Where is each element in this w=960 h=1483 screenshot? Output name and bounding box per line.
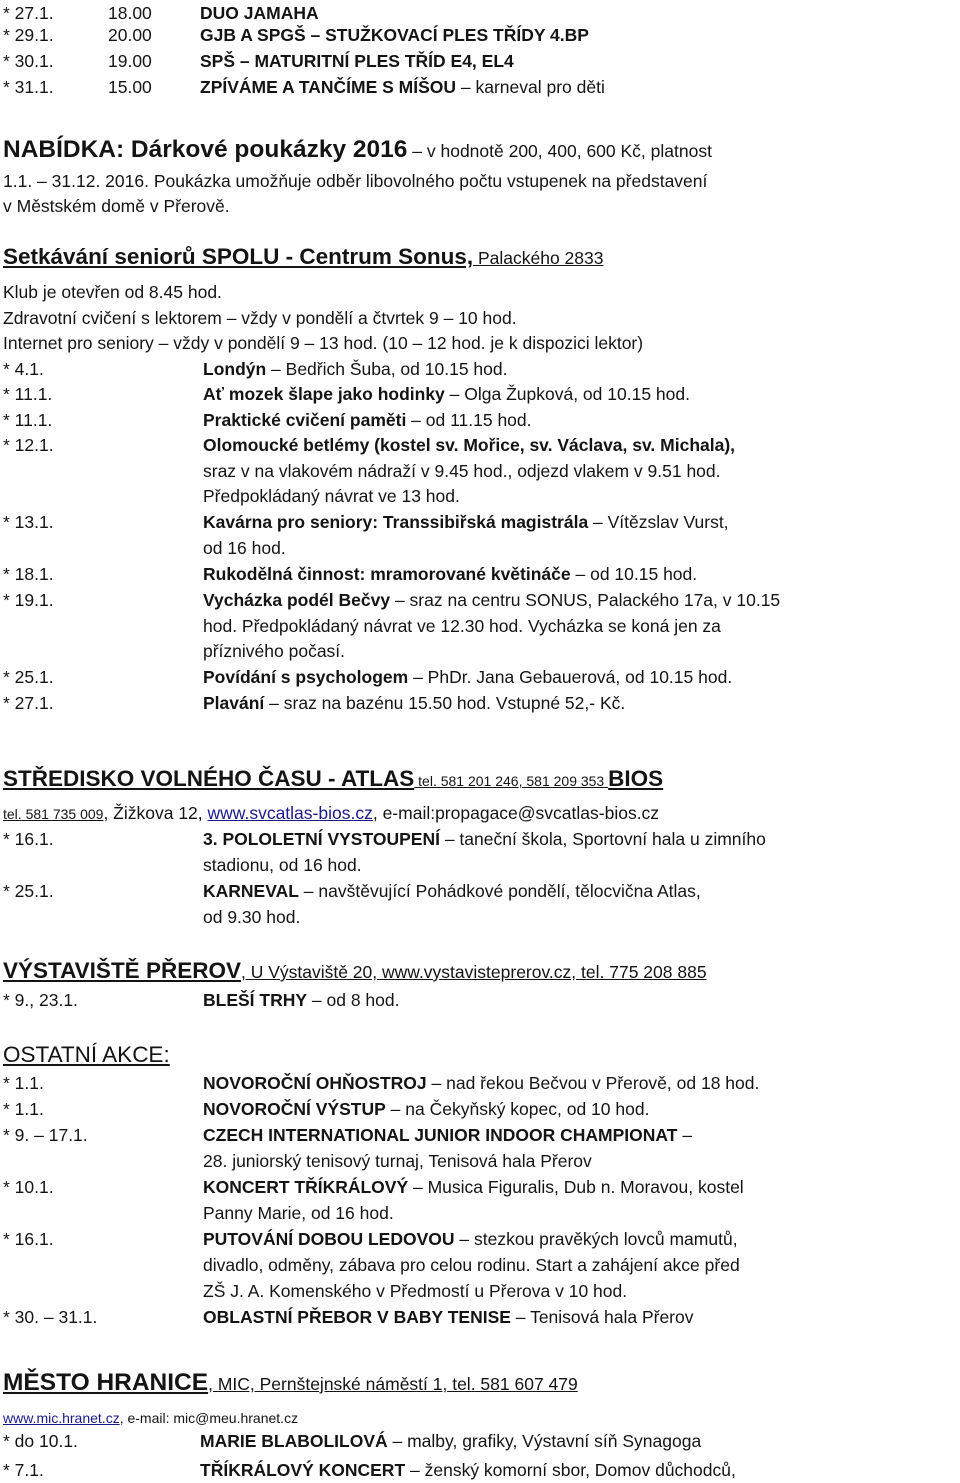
event-date: * 27.1. [3, 693, 54, 713]
event-detail: – Tenisová hala Přerov [510, 1307, 694, 1327]
atlas-contact-line [3, 800, 659, 827]
event-detail: – na Čekyňský kopec, od 10 hod. [385, 1099, 650, 1119]
event-title: CZECH INTERNATIONAL JUNIOR INDOOR CHAMPIONAT [203, 1125, 678, 1145]
event-text [203, 826, 766, 852]
event-title: Vycházka podél Bečvy [203, 590, 391, 610]
atlas-web-link[interactable]: www.svcatlas-bios.cz [207, 803, 373, 823]
atlas-heading-line [3, 766, 663, 794]
event-title: Ať mozek šlape jako hodinky [203, 384, 445, 404]
event-date: * 4.1. [3, 359, 44, 379]
event-continuation: 28. juniorský tenisový turnaj, Tenisová hala Přerov [203, 1151, 592, 1171]
offer-rest: – v hodnotě 200, 400, 600 Kč, platnost [407, 141, 712, 161]
event-detail: – PhDr. Jana Gebauerová, od 10.15 hod. [408, 667, 733, 687]
event-date: * 9., 23.1. [3, 990, 78, 1010]
event-continuation: stadionu, od 16 hod. [203, 855, 362, 875]
event-text [203, 587, 780, 613]
event-date: * 1.1. [3, 1099, 44, 1119]
event-title: MARIE BLABOLILOVÁ [200, 1431, 388, 1451]
event-detail: – ženský komorní sbor, Domov důchodců, [405, 1460, 736, 1480]
hranice-email: , e-mail: mic@meu.hranet.cz [119, 1410, 299, 1426]
event-text [203, 690, 625, 716]
offer-heading: NABÍDKA: Dárkové poukázky 2016 [3, 136, 408, 163]
seniors-info-line: Internet pro seniory – vždy v pondělí 9 – 13 hod. (10 – 12 hod. je k dispozici lektor) [3, 333, 644, 353]
event-text [203, 509, 729, 535]
atlas-tel-label: tel. [414, 773, 437, 789]
event-date: * 27.1. [3, 3, 54, 23]
hranice-web-link[interactable]: www.mic.hranet.cz [3, 1410, 120, 1426]
event-detail: – navštěvující Pohádkové pondělí, tělocvična Atlas, [298, 881, 701, 901]
event-text [203, 356, 507, 382]
event-title: GJB A SPGŠ – STUŽKOVACÍ PLES TŘÍDY 4.BP [200, 25, 589, 45]
event-continuation: příznivého počasí. [203, 641, 346, 662]
event-text [203, 987, 400, 1013]
event-detail: – od 8 hod. [307, 990, 400, 1010]
atlas-tel2-num: 581 735 009 [21, 806, 104, 822]
event-continuation: Panny Marie, od 16 hod. [203, 1203, 394, 1223]
event-detail: – Bedřich Šuba, od 10.15 hod. [266, 359, 508, 379]
event-title: DUO JAMAHA [200, 3, 319, 23]
event-date: * 16.1. [3, 829, 54, 849]
hranice-rest: , MIC, Pernštejnské náměstí 1, tel. 581 607 479 [208, 1374, 578, 1394]
ostatni-heading: OSTATNÍ AKCE: [3, 1042, 170, 1067]
seniors-heading-line [3, 244, 604, 271]
atlas-tel2-label: tel. [3, 806, 22, 822]
event-title: ZPÍVÁME A TANČÍME S MÍŠOU [200, 77, 457, 97]
event-time: 18.00 [108, 3, 152, 23]
event-date: * 18.1. [3, 564, 54, 584]
event-text [200, 74, 605, 100]
atlas-heading: STŘEDISKO VOLNÉHO ČASU - ATLAS [3, 766, 415, 791]
seniors-address: Palackého 2833 [473, 248, 604, 268]
event-title: SPŠ – MATURITNÍ PLES TŘÍD E4, EL4 [200, 51, 514, 71]
atlas-tel-nums: 581 201 246, 581 209 353 [436, 773, 609, 789]
event-title: Rukodělná činnost: mramorované květináče [203, 564, 571, 584]
event-text [200, 22, 589, 48]
event-continuation: Předpokládaný návrat ve 13 hod. [203, 486, 460, 507]
event-date: * 11.1. [3, 410, 53, 430]
offer-line2: 1.1. – 31.12. 2016. Poukázka umožňuje odběr libovolného počtu vstupenek na představení [3, 171, 708, 191]
event-detail: – od 10.15 hod. [570, 564, 698, 584]
offer-line3: v Městském domě v Přerově. [3, 196, 230, 216]
event-detail: – nad řekou Bečvou v Přerově, od 18 hod. [426, 1073, 760, 1093]
event-detail: – karneval pro děti [456, 77, 605, 97]
event-text [203, 561, 697, 587]
event-date: * 30.1. [3, 51, 54, 71]
event-continuation: divadlo, odměny, zábava pro celou rodinu. Start a zahájení akce před [203, 1255, 740, 1275]
event-text [203, 1096, 649, 1122]
event-title: Olomoucké betlémy (kostel sv. Mořice, sv. Václava, sv. Michala), [203, 435, 736, 455]
event-date: * 11.1. [3, 384, 53, 404]
event-title: KARNEVAL [203, 881, 299, 901]
seniors-info-line: Klub je otevřen od 8.45 hod. [3, 282, 222, 302]
event-text [203, 664, 732, 690]
event-text [203, 1304, 693, 1330]
event-date: * 29.1. [3, 25, 54, 45]
ostatni-heading-line [3, 1042, 170, 1069]
event-title: PUTOVÁNÍ DOBOU LEDOVOU [203, 1229, 455, 1249]
event-time: 19.00 [108, 51, 152, 71]
event-title: Praktické cvičení paměti [203, 410, 407, 430]
event-date: * 7.1. [3, 1460, 44, 1480]
event-text [200, 1428, 701, 1454]
event-title: TŘÍKRÁLOVÝ KONCERT [200, 1460, 406, 1480]
hranice-heading-line [3, 1370, 578, 1397]
event-detail: – malby, grafiky, Výstavní síň Synagoga [387, 1431, 702, 1451]
hranice-heading: MĚSTO HRANICE [3, 1369, 209, 1396]
hranice-contact-line [3, 1404, 298, 1431]
event-text [203, 1226, 738, 1252]
event-date: * do 10.1. [3, 1431, 78, 1451]
seniors-info-line: Zdravotní cvičení s lektorem – vždy v pondělí a čtvrtek 9 – 10 hod. [3, 308, 517, 328]
event-title: KONCERT TŘÍKRÁLOVÝ [203, 1177, 409, 1197]
vystaviste-rest: , U Výstaviště 20, www.vystavisteprerov.cz, tel. 775 208 885 [240, 962, 707, 982]
event-detail: – Olga Župková, od 10.15 hod. [444, 384, 690, 404]
event-title: Plavání [203, 693, 265, 713]
event-date: * 1.1. [3, 1073, 44, 1093]
event-text [200, 48, 514, 74]
event-text [203, 878, 701, 904]
event-detail: – Musica Figuralis, Dub n. Moravou, kostel [408, 1177, 744, 1197]
event-continuation: od 16 hod. [203, 537, 286, 558]
event-title: 3. POLOLETNÍ VYSTOUPENÍ [203, 829, 440, 849]
vystaviste-heading-line [3, 958, 707, 985]
event-title: NOVOROČNÍ OHŇOSTROJ [203, 1073, 427, 1093]
event-title: NOVOROČNÍ VÝSTUP [203, 1099, 386, 1119]
event-text [203, 432, 735, 458]
event-title: OBLASTNÍ PŘEBOR V BABY TENISE [203, 1307, 511, 1327]
event-title: Kavárna pro seniory: Transsibiřská magistrála [203, 512, 589, 532]
event-time: 20.00 [108, 25, 152, 45]
event-detail: – taneční škola, Sportovní hala u zimního [439, 829, 766, 849]
event-date: * 30. – 31.1. [3, 1307, 98, 1327]
event-date: * 12.1. [3, 435, 54, 455]
event-time: 15.00 [108, 77, 152, 97]
event-continuation: od 9.30 hod. [203, 907, 301, 927]
event-date: * 13.1. [3, 512, 54, 532]
event-continuation: hod. Předpokládaný návrat ve 12.30 hod. Vycházka se koná jen za [203, 615, 721, 636]
event-date: * 25.1. [3, 881, 54, 901]
event-detail: – sraz na bazénu 15.50 hod. Vstupné 52,- Kč. [264, 693, 626, 713]
event-date: * 9. – 17.1. [3, 1125, 88, 1145]
event-text [203, 407, 532, 433]
event-detail: – od 11.15 hod. [406, 410, 532, 430]
event-continuation: sraz v na vlakovém nádraží v 9.45 hod., odjezd vlakem v 9.51 hod. [203, 460, 721, 481]
event-detail: – Vítězslav Vurst, [588, 512, 729, 532]
offer-heading-line [3, 137, 712, 164]
event-detail: – [677, 1125, 693, 1145]
event-title: Londýn [203, 359, 267, 379]
atlas-email: , e-mail:propagace@svcatlas-bios.cz [372, 803, 660, 823]
event-title: BLEŠÍ TRHY [203, 990, 308, 1010]
event-date: * 10.1. [3, 1177, 54, 1197]
event-text [203, 1174, 744, 1200]
vystaviste-heading: VÝSTAVIŠTĚ PŘEROV [3, 958, 241, 983]
event-text [200, 1457, 736, 1483]
seniors-heading: Setkávání seniorů SPOLU - Centrum Sonus, [3, 244, 474, 269]
event-date: * 16.1. [3, 1229, 54, 1249]
event-detail: – stezkou pravěkých lovců mamutů, [454, 1229, 738, 1249]
event-continuation: ZŠ J. A. Komenského v Předmostí u Přerova v 10 hod. [203, 1281, 628, 1301]
event-date: * 19.1. [3, 590, 54, 610]
atlas-bios: BIOS [608, 766, 664, 791]
event-text [203, 1070, 759, 1096]
event-text [203, 381, 690, 407]
event-title: Povídání s psychologem [203, 667, 409, 687]
event-text [203, 1122, 692, 1148]
event-date: * 31.1. [3, 77, 54, 97]
atlas-address: , Žižkova 12, [103, 803, 208, 823]
event-date: * 25.1. [3, 667, 54, 687]
event-detail: – sraz na centru SONUS, Palackého 17a, v 10.15 [390, 590, 781, 610]
